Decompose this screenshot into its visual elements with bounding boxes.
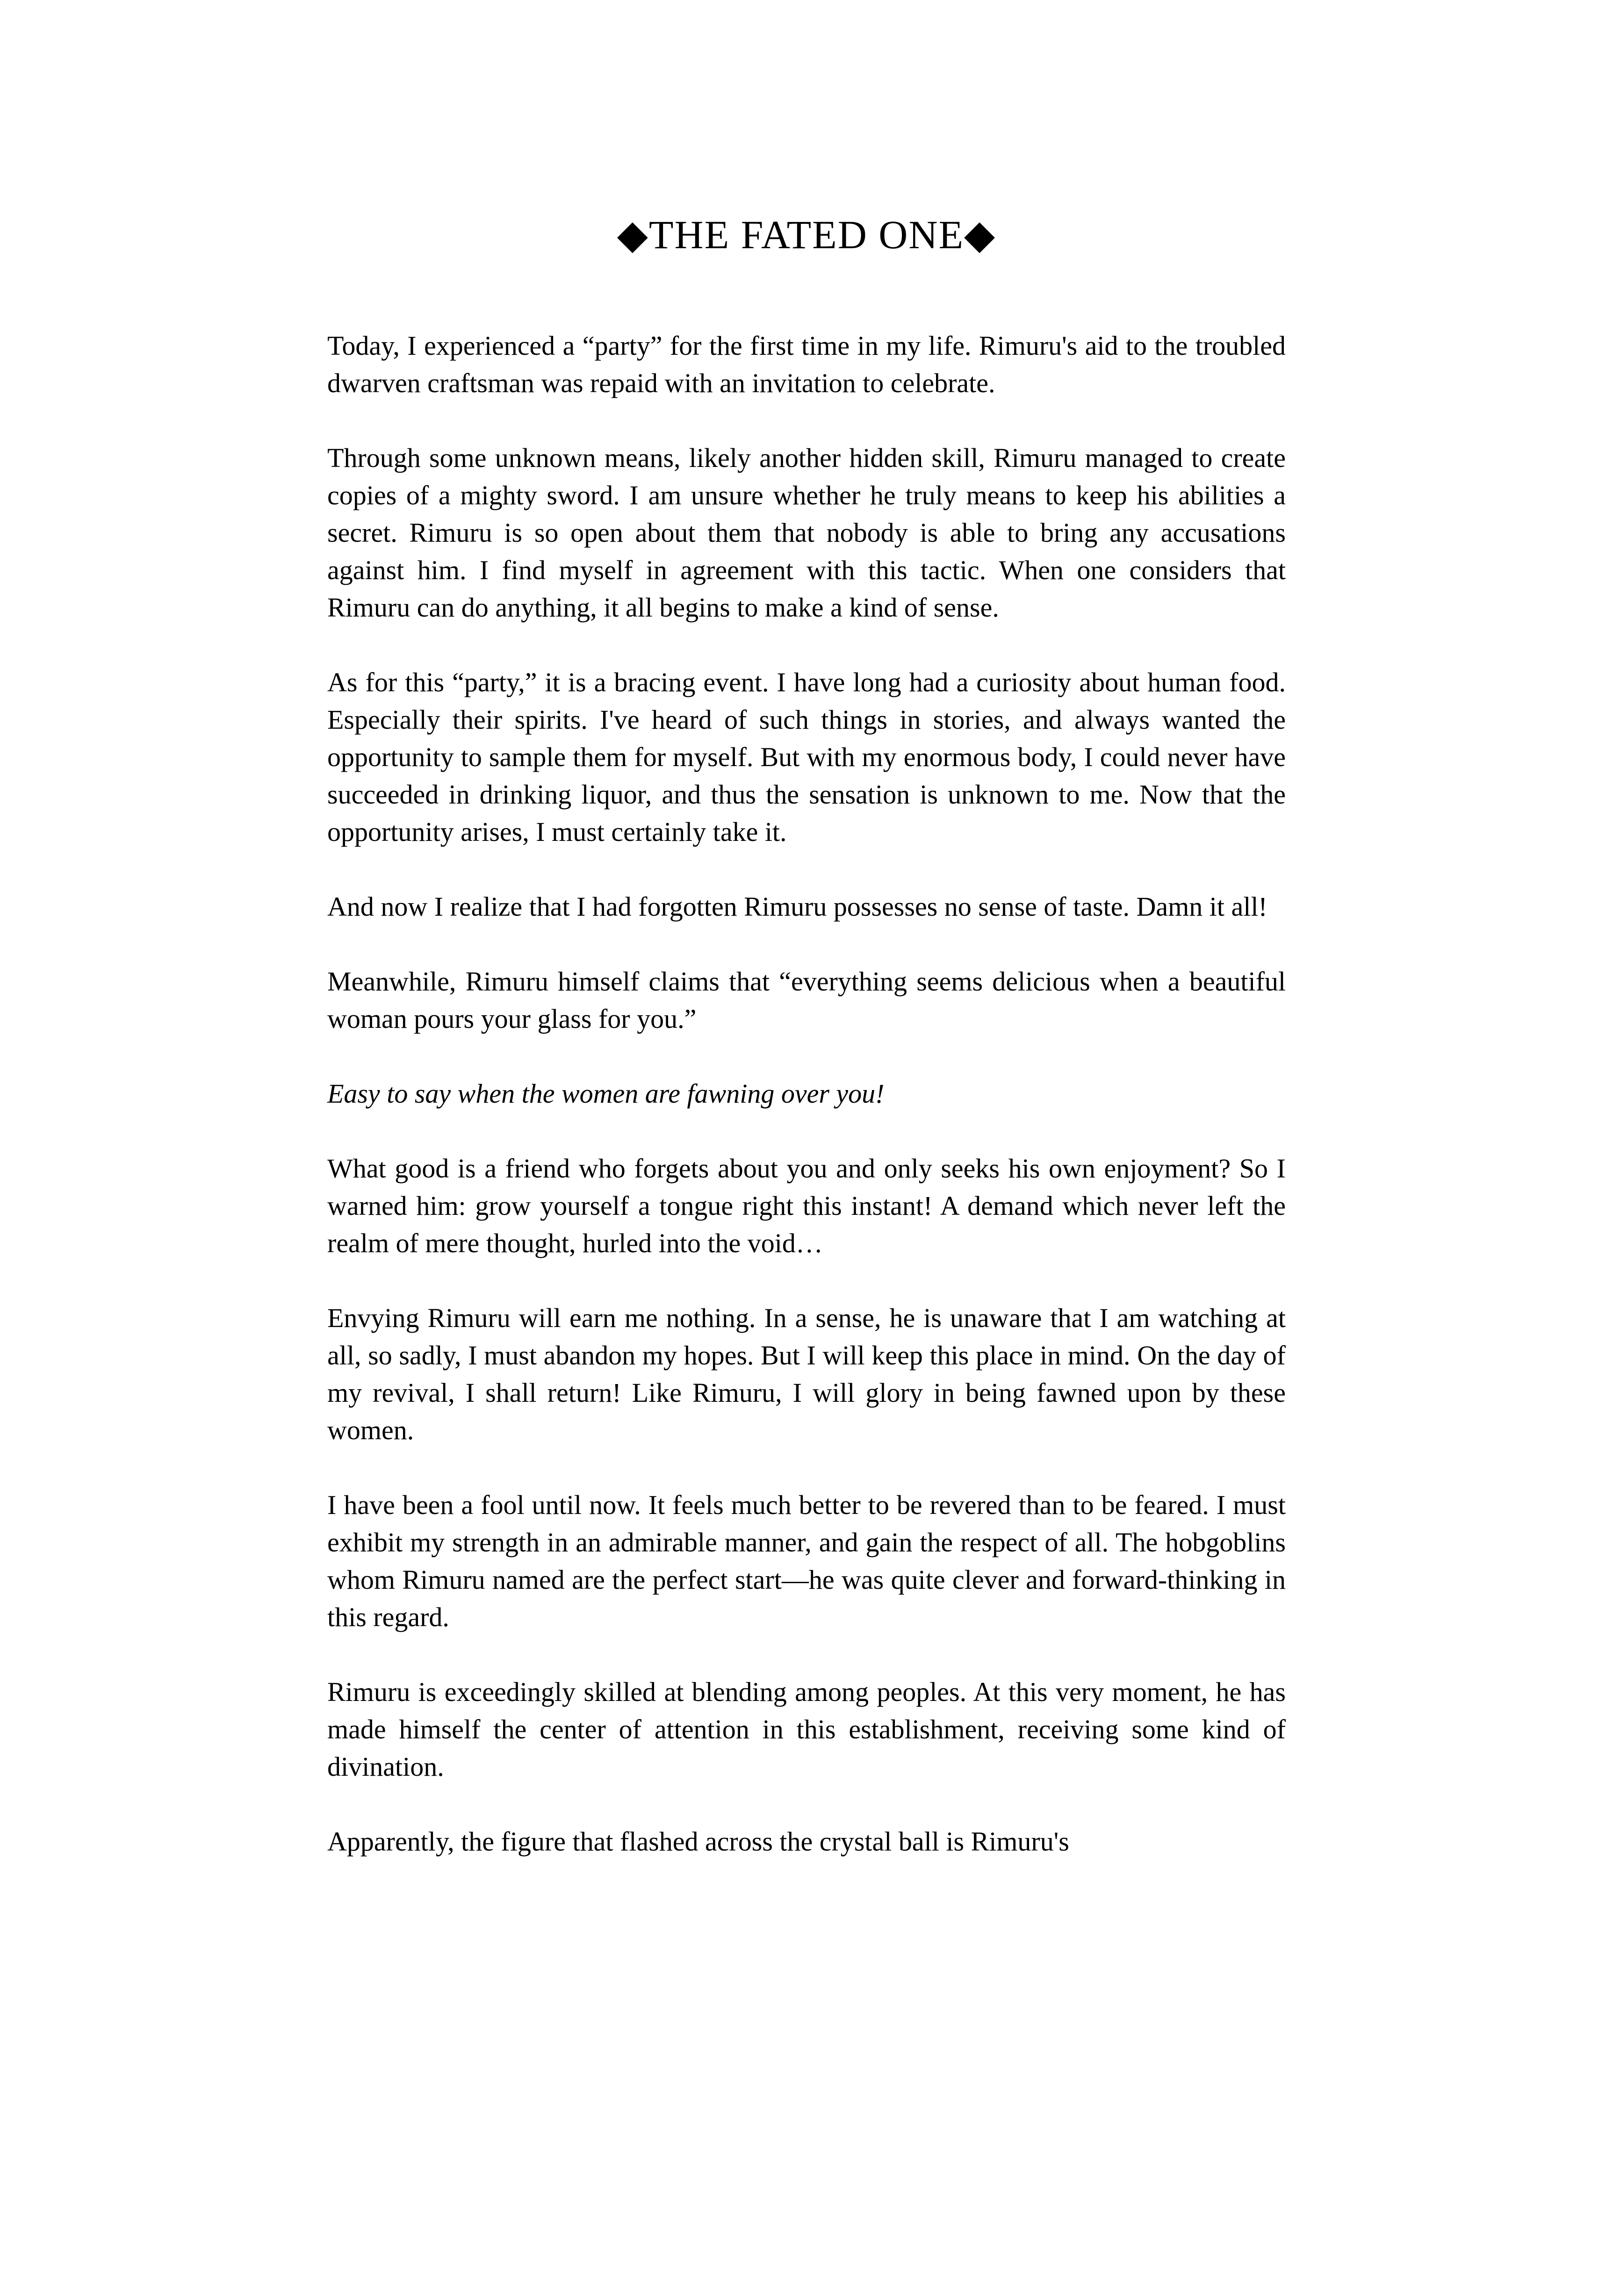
paragraph-7: What good is a friend who forgets about you and only seeks his own enjoyment? So I warned him: grow yourself a tongue right this instant! A demand which never left the realm of mere thought, hurled into the void… <box>327 1153 1286 1258</box>
paragraph-9: I have been a fool until now. It feels much better to be revered than to be feared. I must exhibit my strength in an admirable manner, and gain the respect of all. The hobgoblins whom Rimuru named are the perfect start—he was quite clever and forward-thinking in this regard. <box>327 1489 1286 1632</box>
paragraph-5: Meanwhile, Rimuru himself claims that “everything seems delicious when a beautiful woman pours your glass for you.” <box>327 966 1286 1034</box>
paragraph-11: Apparently, the figure that flashed across the crystal ball is Rimuru's <box>327 1826 1069 1857</box>
paragraph-6: Easy to say when the women are fawning over you! <box>327 1078 885 1109</box>
text-column <box>327 0 1286 1860</box>
paragraph-4: And now I realize that I had forgotten Rimuru possesses no sense of taste. Damn it all! <box>327 891 1267 922</box>
paragraph-1: Today, I experienced a “party” for the first time in my life. Rimuru's aid to the troubled dwarven craftsman was repaid with an invitation to celebrate. <box>327 330 1286 398</box>
paragraph-8: Envying Rimuru will earn me nothing. In a sense, he is unaware that I am watching at all, so sadly, I must abandon my hopes. But I will keep this place in mind. On the day of my revival, I shall return! Like Rimuru, I will glory in being fawned upon by these women. <box>327 1302 1286 1445</box>
body-text <box>327 327 1286 1860</box>
chapter-title: ◆THE FATED ONE◆ <box>617 212 996 257</box>
paragraph-2: Through some unknown means, likely another hidden skill, Rimuru managed to create copies of a mighty sword. I am unsure whether he truly means to keep his abilities a secret. Rimuru is so open about them that nobody is able to bring any accusations against him. I find myself in agreement with this tactic. When one considers that Rimuru can do anything, it all begins to make a kind of sense. <box>327 442 1286 623</box>
paragraph-3: As for this “party,” it is a bracing event. I have long had a curiosity about human food. Especially their spirits. I've heard of such things in stories, and always wanted the opportunity to sample them for myself. But with my enormous body, I could never have succeeded in drinking liquor, and thus the sensation is unknown to me. Now that the opportunity arises, I must certainly take it. <box>327 667 1286 847</box>
paragraph-10: Rimuru is exceedingly skilled at blending among peoples. At this very moment, he has made himself the center of attention in this establishment, receiving some kind of divination. <box>327 1676 1286 1782</box>
